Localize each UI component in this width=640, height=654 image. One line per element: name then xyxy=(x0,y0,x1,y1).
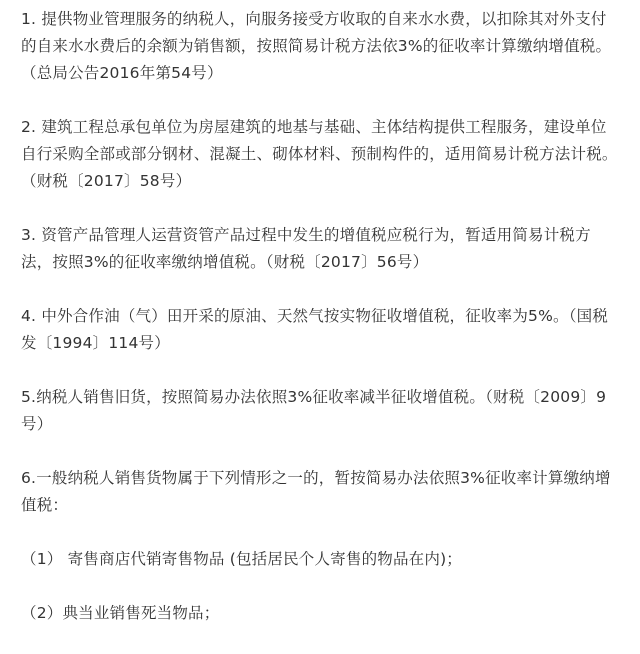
paragraph-1: 1. 提供物业管理服务的纳税人，向服务接受方收取的自来水水费，以扣除其对外支付的自来水水费后的余额为销售额，按照简易计税方法依3%的征收率计算缴纳增值税。（总局公告2016年第54号） xyxy=(21,10,612,82)
list-item-2: （2）典当业销售死当物品； xyxy=(21,604,220,622)
paragraph-5: 5.纳税人销售旧货，按照简易办法依照3%征收率减半征收增值税。（财税〔2009〕9号） xyxy=(21,388,607,433)
paragraph-6: 6.一般纳税人销售货物属于下列情形之一的，暂按简易办法依照3%征收率计算缴纳增值税： xyxy=(21,469,611,514)
paragraph-4: 4. 中外合作油（气）田开采的原油、天然气按实物征收增值税，征收率为5%。（国税发〔1994〕114号） xyxy=(21,307,609,352)
paragraph-3: 3. 资管产品管理人运营资管产品过程中发生的增值税应税行为，暂适用简易计税方法，按照3%的征收率缴纳增值税。（财税〔2017〕56号） xyxy=(21,226,591,271)
paragraph-2: 2. 建筑工程总承包单位为房屋建筑的地基与基础、主体结构提供工程服务，建设单位自行采购全部或部分钢材、混凝土、砌体材料、预制构件的，适用简易计税方法计税。（财税〔2017〕58号） xyxy=(21,118,618,190)
document-body xyxy=(21,6,621,654)
list-item-1: （1） 寄售商店代销寄售物品 (包括居民个人寄售的物品在内)； xyxy=(21,550,463,568)
